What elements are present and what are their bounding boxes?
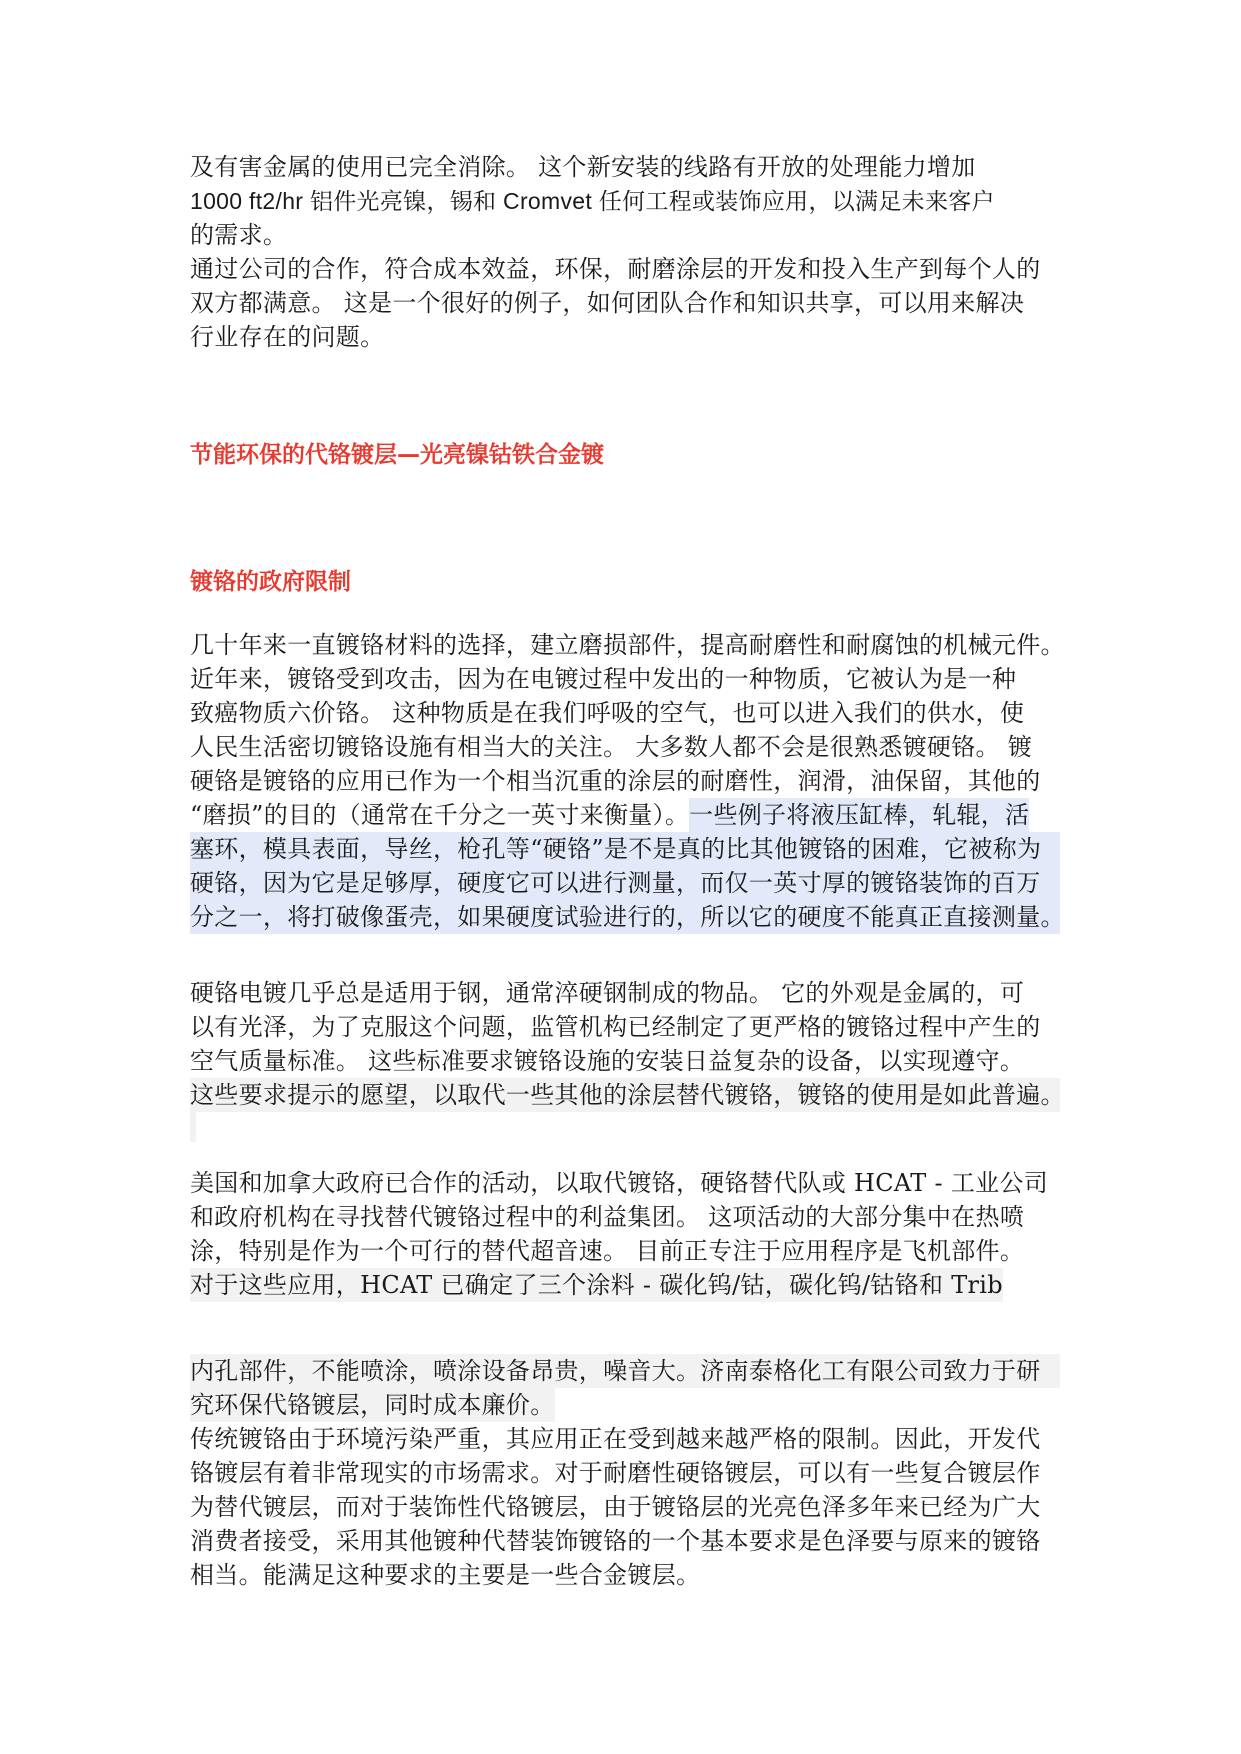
paragraph-4 (190, 1354, 1060, 1592)
text-line: 空气质量标准。 这些标准要求镀铬设施的安装日益复杂的设备，以实现遵守。 (190, 1047, 1025, 1075)
highlighted-line: 分之一，将打破像蛋壳，如果硬度试验进行的，所以它的硬度不能真正直接测量。 (190, 900, 1060, 934)
text-line: 消费者接受，采用其他镀种代替装饰镀铬的一个基本要求是色泽要与原来的镀铬 (190, 1527, 1041, 1555)
text-line: 铬镀层有着非常现实的市场需求。对于耐磨性硬铬镀层，可以有一些复合镀层作 (190, 1459, 1041, 1487)
text-line (190, 1268, 1060, 1302)
section-heading: 节能环保的代铬镀层—光亮镍钴铁合金镀 (190, 442, 604, 468)
highlighted-text: 一些例子将液压缸棒，轧辊，活 (689, 798, 1029, 832)
paragraph-3 (190, 1166, 1060, 1302)
paragraph-2 (190, 976, 1065, 1142)
highlighted-line: 这些要求提示的愿望，以取代一些其他的涂层替代镀铬，镀铬的使用是如此普遍。 (190, 1078, 1060, 1112)
text-line: 及有害金属的使用已完全消除。 这个新安装的线路有开放的处理能力增加 (190, 153, 976, 181)
text-segment: “磨损”的目的（通常在千分之一英寸来衡量）。 (190, 801, 690, 829)
text-line: 双方都满意。 这是一个很好的例子，如何团队合作和知识共享，可以用来解决 (190, 289, 1025, 317)
text-line: 的需求。 (190, 221, 288, 249)
intro-paragraph (190, 150, 1060, 354)
paragraph-1 (190, 628, 1065, 934)
text-line: 近年来，镀铬受到攻击，因为在电镀过程中发出的一种物质，它被认为是一种 (190, 665, 1017, 693)
text-line: 涂，特别是作为一个可行的替代超音速。 目前正专注于应用程序是飞机部件。 (190, 1237, 1025, 1265)
highlighted-line: 内孔部件，不能喷涂，喷涂设备昂贵，噪音大。济南泰格化工有限公司致力于研 (190, 1354, 1060, 1388)
text-line: 为替代镀层，而对于装饰性代铬镀层，由于镀铬层的光亮色泽多年来已经为广大 (190, 1493, 1041, 1521)
text-line: 几十年来一直镀铬材料的选择，建立磨损部件，提高耐磨性和耐腐蚀的机械元件。 (190, 631, 1065, 659)
highlighted-line: 塞环，模具表面，导丝，枪孔等“硬铬”是不是真的比其他镀铬的困难，它被称为 (190, 832, 1060, 866)
text-line: 以有光泽，为了克服这个问题，监管机构已经制定了更严格的镀铬过程中产生的 (190, 1013, 1041, 1041)
text-line (190, 798, 1060, 832)
subsection-heading: 镀铬的政府限制 (190, 569, 351, 595)
text-line: 人民生活密切镀铬设施有相当大的关注。 大多数人都不会是很熟悉镀硬铬。 镀 (190, 733, 1033, 761)
text-line: 硬铬电镀几乎总是适用于钢，通常淬硬钢制成的物品。 它的外观是金属的，可 (190, 979, 1025, 1007)
text-line: 致癌物质六价铬。 这种物质是在我们呼吸的空气，也可以进入我们的供水，使 (190, 699, 1025, 727)
text-line: 硬铬是镀铬的应用已作为一个相当沉重的涂层的耐磨性，润滑，油保留，其他的 (190, 767, 1041, 795)
highlighted-line: 硬铬，因为它是足够厚，硬度它可以进行测量，而仅一英寸厚的镀铬装饰的百万 (190, 866, 1060, 900)
text-line: 美国和加拿大政府已合作的活动，以取代镀铬，硬铬替代队或 HCAT - 工业公司 (190, 1169, 1049, 1197)
text-line: 1000 ft2/hr 铝件光亮镍，锡和 Cromvet 任何工程或装饰应用，以满足未来客户 (190, 188, 995, 214)
text-line: 相当。能满足这种要求的主要是一些合金镀层。 (190, 1561, 701, 1589)
text-line: 传统镀铬由于环境污染严重，其应用正在受到越来越严格的限制。因此，开发代 (190, 1425, 1041, 1453)
text-line (190, 1388, 1060, 1422)
text-line: 和政府机构在寻找替代镀铬过程中的利益集团。 这项活动的大部分集中在热喷 (190, 1203, 1025, 1231)
highlight-mark (190, 1112, 196, 1142)
highlighted-text: 究环保代铬镀层，同时成本廉价。 (190, 1388, 555, 1422)
text-line: 通过公司的合作，符合成本效益，环保，耐磨涂层的开发和投入生产到每个人的 (190, 255, 1041, 283)
highlighted-text: 对于这些应用，HCAT 已确定了三个涂料 - 碳化钨/钴，碳化钨/钴铬和 Trib (190, 1268, 1003, 1302)
text-line: 行业存在的问题。 (190, 323, 385, 351)
